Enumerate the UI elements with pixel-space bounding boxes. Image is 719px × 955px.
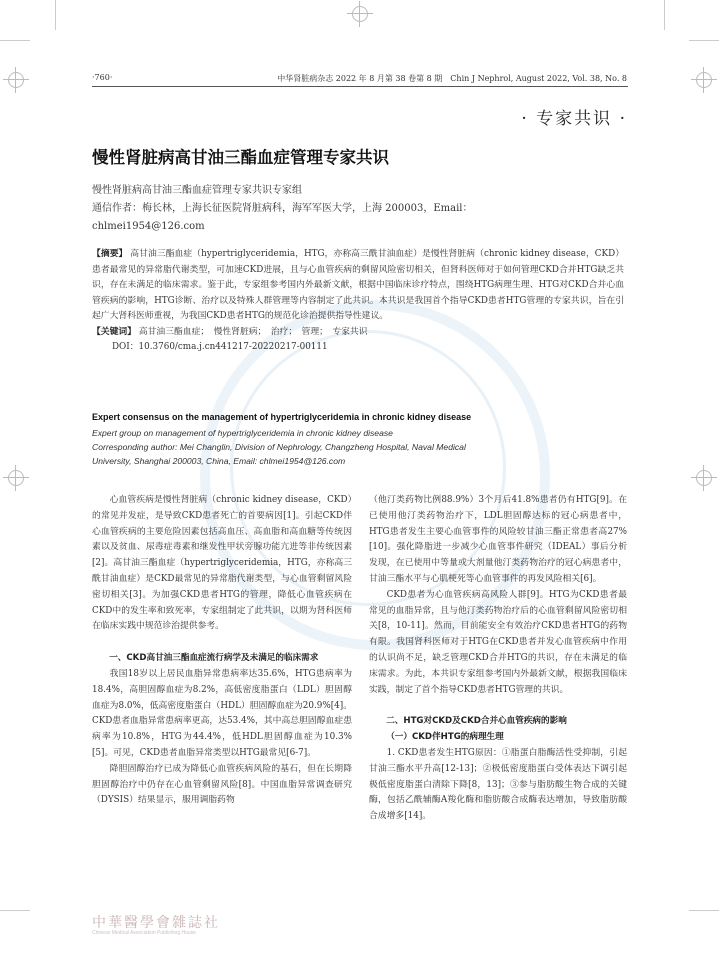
journal-header: 中华肾脏病杂志 2022 年 8 月第 38 卷第 8 期 Chin J Nephrol, August 2022, Vol. 38, No. 8 — [277, 74, 627, 83]
body-paragraph: （他汀类药物比例88.9%）3个月后41.8%患者仍有HTG[9]。在已使用他汀类药物治疗下，LDL胆固醇达标的冠心病患者中，HTG患者发生主要心血管事件的风险较甘油三酯正常患者高27%[10]。强化降脂进一步减少心血管事件研究（IDEAL）事后分析发现，在已使用中等量或大剂量他汀类药物治疗的冠心病患者中，甘油三酯水平与心肌梗死等心血管事件的再发风险相关[6]。 — [369, 495, 627, 584]
expert-group: 慢性肾脏病高甘油三酯血症管理专家共识专家组 — [92, 185, 302, 196]
doi: DOI：10.3760/cma.j.cn441217-20220217-00111 — [112, 342, 328, 352]
registration-mark — [8, 72, 24, 88]
header-rule — [92, 86, 628, 87]
english-corresponding-2: University, Shanghai 200003, China, Email: chlmei1954@126.com — [92, 456, 346, 466]
article-title: 慢性肾脏病高甘油三酯血症管理专家共识 — [92, 148, 389, 167]
publisher-subtitle: Chinese Medical Association Publishing House — [92, 930, 196, 936]
crop-mark — [0, 910, 30, 911]
subsection-heading: （一）CKD伴HTG的病理生理 — [386, 732, 504, 743]
section-heading: 一、CKD高甘油三酯血症流行病学及未满足的临床需求 — [109, 653, 319, 664]
registration-mark — [352, 6, 368, 22]
crop-mark — [689, 910, 719, 911]
abstract-body — [92, 247, 624, 325]
body-paragraph: 降胆固醇治疗已成为降低心血管疾病风险的基石，但在长期降胆固醇治疗中仍存在心血管剩留风险[8]。中国血脂异常调查研究（DYSIS）结果显示，服用调脂药物 — [92, 763, 352, 806]
registration-mark — [8, 470, 24, 486]
abstract — [92, 247, 624, 356]
english-title: Expert consensus on the management of hypertriglyceridemia in chronic kidney disease — [92, 412, 472, 422]
keywords — [92, 325, 624, 341]
english-block — [92, 410, 624, 468]
abstract-text: 高甘油三酯血症（hypertriglyceridemia，HTG，亦称高三酰甘油血症）是慢性肾脏病（chronic kidney disease，CKD）患者最常见的异常脂代谢类型，可加速CKD进展，且与心血管疾病的剩留风险密切相关，但肾科医师对于如何管理CKD合并HTG缺乏共识，存在未满足的临床需求。鉴于此，专家组参考国内外最新文献，根据中国临床诊疗特点，围绕HTG病理生理、HTG对CKD合并心血管疾病的影响，HTG诊断、治疗以及特殊人群管理等内容制定了此共识。本共识是我国首个指导CKD患者HTG管理的专家共识，旨在引起广大肾科医师重视，为我国CKD患者HTG的规范化诊治提供指导性建议。 — [92, 249, 624, 321]
right-column — [369, 493, 627, 825]
body-paragraph: CKD患者为心血管疾病高风险人群[9]。HTG为CKD患者最常见的血脂异常，且与他汀类药物治疗后的心血管剩留风险密切相关[8，10-11]。然而，目前能安全有效治疗CKD患者HTG的药物有限。我国肾科医师对于HTG在CKD患者并发心血管疾病中作用的认识尚不足，缺乏管理CKD合并HTG的共识，存在未满足的临床需求。为此，本共识专家组参考国内外最新文献，根据我国临床实践，制定了首个指导CKD患者HTG管理的共识。 — [369, 589, 627, 695]
crop-mark — [689, 40, 719, 41]
crop-mark — [664, 0, 665, 30]
abstract-label: 【摘要】 — [92, 249, 128, 259]
body-paragraph: 心血管疾病是慢性肾脏病（chronic kidney disease，CKD）的常见并发症，是导致CKD患者死亡的首要病因[1]。引起CKD伴心血管疾病的主要危险因素包括高血压、高血脂和高血糖等传统因素以及贫血、尿毒症毒素和继发性甲状旁腺功能亢进等非传统因素[2]。高甘油三酯血症（hypertriglyceridemia，HTG，亦称高三酰甘油血症）是CKD最常见的异常脂代谢类型，与心血管剩留风险密切相关[3]。为加强CKD患者HTG的管理，降低心血管疾病在CKD中的发生率和致死率，专家组制定了此共识，以期为肾科医师在临床实践中规范诊治提供参考。 — [92, 495, 352, 632]
publisher-logo: 中華醫學會雜誌社 — [92, 915, 220, 931]
section-heading: 二、HTG对CKD及CKD合并心血管疾病的影响 — [386, 716, 567, 727]
keywords-label: 【关键词】 — [92, 326, 136, 337]
english-group: Expert group on management of hypertriglyceridemia in chronic kidney disease — [92, 428, 393, 438]
crop-mark — [55, 0, 56, 30]
registration-mark — [696, 470, 712, 486]
corresponding-author: 通信作者：梅长林，上海长征医院肾脏病科，海军军医大学，上海 200003，Email： — [92, 203, 473, 214]
registration-mark — [696, 72, 712, 88]
crop-mark — [0, 40, 30, 41]
column-title: · 专家共识 · — [521, 109, 627, 129]
keywords-text: 高甘油三酯血症； 慢性肾脏病； 治疗； 管理； 专家共识 — [138, 326, 368, 337]
body-paragraph: 1. CKD患者发生HTG原因：①脂蛋白脂酶活性受抑制，引起甘油三酯水平升高[12-13]；②极低密度脂蛋白受体表达下调引起极低密度脂蛋白清除下降[8，13]；③参与脂肪酸生物合成的关键酶，包括乙酰辅酶A羧化酶和脂肪酸合成酶表达增加，导致脂肪酸合成增多[14]。 — [369, 747, 627, 822]
page-number: ·760· — [92, 73, 113, 82]
left-column — [92, 493, 352, 809]
body-paragraph: 我国18岁以上居民血脂异常患病率达35.6%，HTG患病率为18.4%，高胆固醇血症为8.2%，高低密度脂蛋白（LDL）胆固醇血症为8.0%，低高密度脂蛋白（HDL）胆固醇血症为20.9%[4]。CKD患者血脂异常患病率更高，达53.4%，其中高总胆固醇血症患病率为10.8%，HTG为44.4%，低HDL胆固醇血症为10.3%[5]。可见，CKD患者血脂异常类型以HTG最常见[6-7]。 — [92, 668, 352, 758]
email: chlmei1954@126.com — [92, 221, 205, 232]
english-corresponding-1: Corresponding author: Mei Changlin, Division of Nephrology, Changzheng Hospital, Naval Medical — [92, 442, 466, 452]
